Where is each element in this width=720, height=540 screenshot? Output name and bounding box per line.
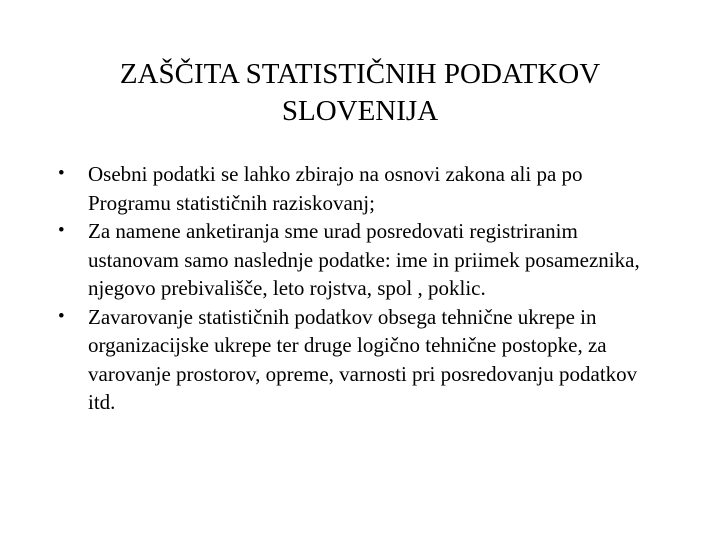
bullet-list <box>58 160 668 417</box>
bullet-text: Za namene anketiranja sme urad posredovati registriranim ustanovam samo naslednje podatke: ime in priimek posameznika, njegovo prebivališče, leto rojstva, spol , poklic. <box>88 219 640 300</box>
slide-title-line-1: ZAŠČITA STATISTIČNIH PODATKOV <box>119 58 601 90</box>
slide-title-line-2: SLOVENIJA <box>281 95 439 127</box>
slide-title <box>40 56 680 130</box>
bullet-item <box>58 217 668 303</box>
bullet-item <box>58 303 668 417</box>
bullet-marker: • <box>58 163 65 184</box>
bullet-text: Zavarovanje statističnih podatkov obsega tehnične ukrepe in organizacijske ukrepe ter druge logično tehnične postopke, za varovanje prostorov, opreme, varnosti pri posredovanju podatkov itd. <box>88 304 638 414</box>
bullet-text: Osebni podatki se lahko zbirajo na osnovi zakona ali pa po Programu statističnih raziskovanj; <box>88 162 583 215</box>
bullet-marker: • <box>58 220 65 241</box>
bullet-marker: • <box>58 305 65 327</box>
bullet-item <box>58 160 668 217</box>
